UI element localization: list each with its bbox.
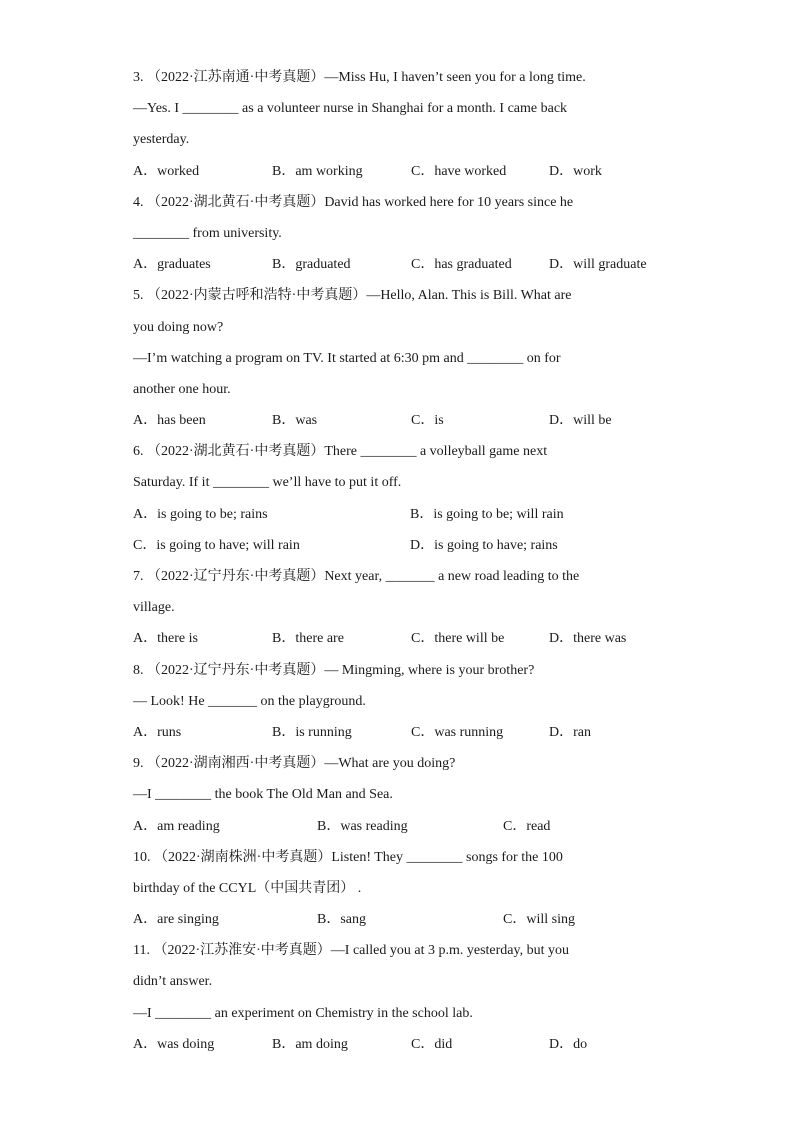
option-b: B．was xyxy=(272,413,318,429)
question-8-line-1: 8. （2022·辽宁丹东·中考真题）— Mingming, where is your brother? xyxy=(133,662,535,678)
question-7-line-1: 7. （2022·辽宁丹东·中考真题）Next year, _______ a new road leading to the xyxy=(133,569,580,584)
option-d: D．work xyxy=(549,163,602,179)
option-c: C．read xyxy=(503,818,551,834)
option-b: B．am doing xyxy=(272,1036,348,1052)
option-a: A．was doing xyxy=(133,1036,215,1052)
question-7-options xyxy=(133,623,663,654)
question-5-line-4: another one hour. xyxy=(133,381,231,397)
question-3-line-1: 3. （2022·江苏南通·中考真题）—Miss Hu, I haven’t seen you for a long time. xyxy=(133,70,586,85)
option-c: C．was running xyxy=(411,724,504,740)
question-6-line-2: Saturday. If it ________ we’ll have to put it off. xyxy=(133,475,402,491)
question-5-line-3: —I’m watching a program on TV. It started at 6:30 pm and ________ on for xyxy=(133,350,561,366)
option-a: A．there is xyxy=(133,631,198,647)
option-c: C．has graduated xyxy=(411,257,512,273)
question-6-line-1: 6. （2022·湖北黄石·中考真题）There ________ a volleyball game next xyxy=(133,444,548,460)
option-c: C．is going to have; will rain xyxy=(133,537,300,553)
option-b: B．there are xyxy=(272,631,344,647)
question-11-options xyxy=(133,1029,663,1060)
option-a: A．graduates xyxy=(133,257,211,273)
question-9-options xyxy=(133,811,663,842)
option-b: B．was reading xyxy=(317,818,408,834)
option-c: C．did xyxy=(411,1036,453,1052)
option-d: D．is going to have; rains xyxy=(410,537,558,553)
option-d: D．ran xyxy=(549,724,591,740)
option-d: D．there was xyxy=(549,631,627,647)
option-a: A．am reading xyxy=(133,818,220,834)
question-4-options xyxy=(133,249,663,280)
option-b: B．is running xyxy=(272,724,352,740)
question-3-line-3: yesterday. xyxy=(133,132,190,148)
question-9-line-1: 9. （2022·湖南湘西·中考真题）—What are you doing? xyxy=(133,756,456,772)
question-10-line-2: birthday of the CCYL（中国共青团） . xyxy=(133,880,362,896)
option-c: C．is xyxy=(411,413,444,429)
question-11-line-3: —I ________ an experiment on Chemistry in the school lab. xyxy=(133,1005,473,1021)
option-a: A．runs xyxy=(133,724,182,740)
question-10-options xyxy=(133,904,663,935)
option-b: B．graduated xyxy=(272,257,351,273)
option-b: B．is going to be; will rain xyxy=(410,506,564,522)
question-5-line-1: 5. （2022·内蒙古呼和浩特·中考真题）—Hello, Alan. This is Bill. What are xyxy=(133,288,572,304)
option-b: B．sang xyxy=(317,912,366,928)
option-a: A．worked xyxy=(133,163,200,179)
question-8-line-2: — Look! He _______ on the playground. xyxy=(133,693,366,709)
option-a: A．has been xyxy=(133,413,206,429)
question-3-options xyxy=(133,156,663,187)
question-7-line-2: village. xyxy=(133,600,175,616)
option-a: A．is going to be; rains xyxy=(133,506,268,522)
question-5-options xyxy=(133,405,663,436)
question-10-line-1: 10. （2022·湖南株洲·中考真题）Listen! They ________ songs for the 100 xyxy=(133,849,563,865)
option-b: B．am working xyxy=(272,163,363,179)
question-9-line-2: —I ________ the book The Old Man and Sea. xyxy=(133,787,393,803)
question-4-line-1: 4. （2022·湖北黄石·中考真题）David has worked here for 10 years since he xyxy=(133,194,574,210)
question-4-line-2: ________ from university. xyxy=(133,225,282,241)
question-6-options-row-1 xyxy=(133,499,663,530)
question-list xyxy=(133,62,663,1060)
option-c: C．will sing xyxy=(503,912,575,928)
option-d: D．will graduate xyxy=(549,257,647,273)
option-d: D．do xyxy=(549,1036,588,1052)
option-c: C．have worked xyxy=(411,163,507,179)
question-3-line-2: —Yes. I ________ as a volunteer nurse in Shanghai for a month. I came back xyxy=(133,101,568,117)
option-d: D．will be xyxy=(549,413,612,429)
question-11-line-1: 11. （2022·江苏淮安·中考真题）—I called you at 3 p.m. yesterday, but you xyxy=(133,943,570,959)
option-a: A．are singing xyxy=(133,912,219,928)
option-c: C．there will be xyxy=(411,631,505,647)
question-6-options-row-2 xyxy=(133,530,663,561)
question-11-line-2: didn’t answer. xyxy=(133,974,213,990)
question-5-line-2: you doing now? xyxy=(133,319,224,335)
question-8-options xyxy=(133,717,663,748)
